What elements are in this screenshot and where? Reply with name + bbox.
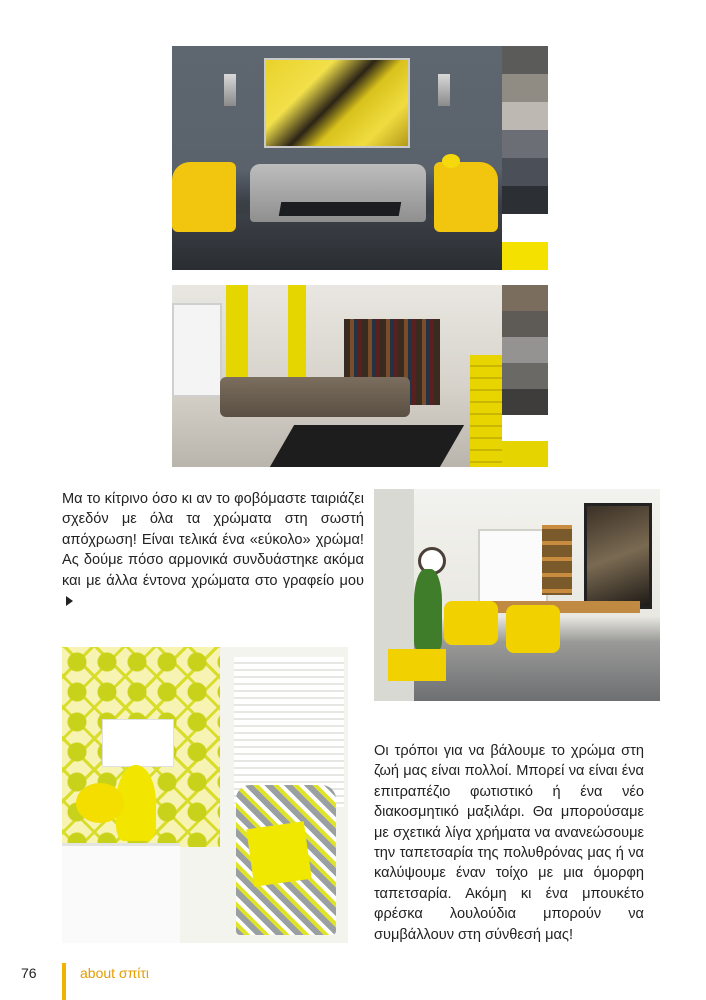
flower-vase [442,154,460,168]
palette-swatch [502,214,548,242]
bookcase [542,525,572,595]
palette-swatch [502,74,548,102]
yellow-ottoman [388,649,446,681]
abstract-painting [266,60,408,146]
palette-swatch [502,46,548,74]
plant [414,569,442,649]
tips-paragraph: Οι τρόποι για να βάλουμε το χρώμα στη ζωή μας είναι πολλοί. Μπορεί να είναι ένα επιτραπέζιο φωτιστικό ή ένα νέο διακοσμητικό μαξιλάρι. Θα μπορούσαμε με σχετικά λίγα χρήματα να ανανεώσουμε την ταπετσαρία της πολυθρόνας μας ή να καλύψουμε έναν τοίχο με μια όμορφη ταπετσαρία. Ακόμη κι ένα μπουκέτο φρέσκα λουλούδια μπορούν να συμβάλλουν στη σύνθεσή μας! [374,743,644,943]
arrow-right-icon [66,596,73,606]
yellow-armchair-left [172,162,236,232]
window [172,303,222,397]
loft-photo [172,285,502,467]
footer-accent-bar [62,963,66,1000]
yellow-armchair-right [434,162,498,232]
color-palette-top [502,46,548,270]
pendant-lamp-left [224,74,236,106]
palette-swatch [502,102,548,130]
desk [480,601,640,613]
palette-swatch [502,389,548,415]
yellow-stairs [470,355,502,467]
page-number: 76 [21,965,37,981]
yellow-room-photo [62,647,348,943]
brown-sofa [220,377,410,417]
living-room-photo [172,46,502,270]
white-console [62,843,180,943]
yellow-chair-1 [444,601,498,645]
palette-swatch [502,415,548,441]
intro-paragraph-text: Μα το κίτρινο όσο κι αν το φοβόμαστε ταιριάζει σχεδόν με όλα τα χρώματα στη σωστή απόχρωση! Είναι τελικά ένα «εύκολο» χρώμα! Ας δούμε πόσο αρμονικά συνδυάστηκε ακόμα και με άλλα έντονα χρώματα στο γραφείο μου [62,491,364,589]
palette-swatch [502,130,548,158]
lampshade [102,719,174,767]
office-photo [374,489,660,701]
black-rug [270,425,464,467]
palette-swatch [502,363,548,389]
palette-swatch [502,158,548,186]
palette-swatch [502,441,548,467]
magazine-brand: about σπίτι [80,965,149,981]
palette-swatch [502,242,548,270]
yellow-chair-2 [506,605,560,653]
palette-swatch [502,186,548,214]
color-palette-bottom [502,285,548,467]
yellow-flowers [76,783,124,823]
pendant-lamp-right [438,74,450,106]
palette-swatch [502,311,548,337]
palette-swatch [502,285,548,311]
yellow-pillow [246,821,312,887]
coffee-table [279,202,401,216]
palette-swatch [502,337,548,363]
wall-poster [584,503,652,609]
intro-paragraph [62,489,364,611]
